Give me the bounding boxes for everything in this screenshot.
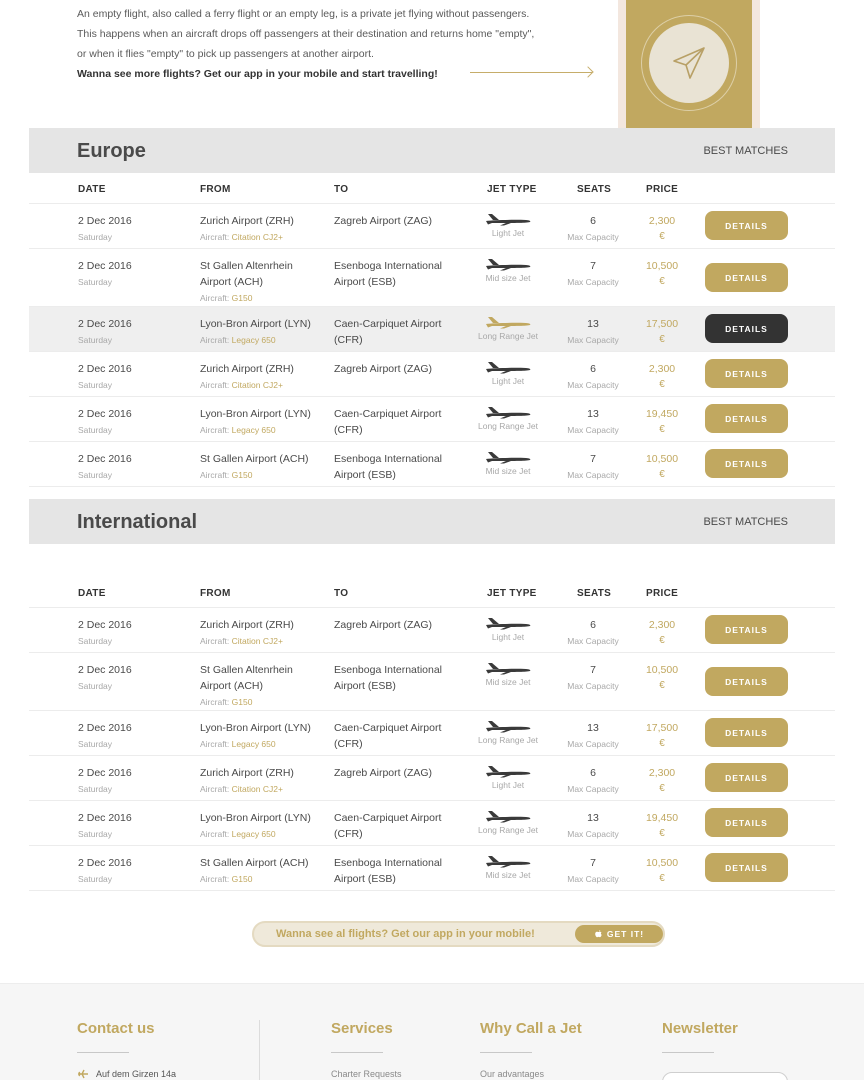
table-row[interactable] (29, 801, 835, 846)
to-airport: Zagreb Airport (ZAG) (334, 767, 433, 779)
jet-type-cell (473, 661, 543, 688)
details-button[interactable]: DETAILS (705, 449, 788, 478)
table-row[interactable] (29, 204, 835, 249)
newsletter-email-input[interactable] (662, 1072, 788, 1080)
to-cell (334, 406, 459, 438)
arrow-line (470, 72, 592, 73)
jet-type-cell (473, 719, 543, 746)
flight-day: Saturday (78, 470, 113, 480)
price-cell (634, 316, 690, 348)
to-airport: Caen-Carpiquet Airport (CFR) (334, 722, 442, 750)
column-header-from[interactable]: FROM (200, 588, 231, 599)
from-airport: Zurich Airport (ZRH) (200, 363, 294, 375)
jet-icon (484, 360, 532, 374)
flight-date: 2 Dec 2016 (78, 857, 132, 869)
date-cell (78, 316, 132, 348)
jet-icon (484, 405, 532, 419)
international-flights-table (29, 577, 835, 891)
jet-type-cell (473, 450, 543, 477)
seats-cell (558, 855, 628, 887)
jet-type-cell (473, 212, 543, 239)
from-cell (200, 213, 325, 245)
seats-sub: Max Capacity (567, 335, 619, 345)
aircraft-name[interactable]: Citation CJ2+ (231, 232, 283, 242)
to-cell (334, 765, 459, 781)
details-button[interactable]: DETAILS (705, 211, 788, 240)
flight-day: Saturday (78, 636, 113, 646)
footer-contact (77, 1020, 176, 1079)
aircraft-name[interactable]: G150 (231, 293, 253, 303)
flight-day: Saturday (78, 380, 113, 390)
divider (77, 1052, 129, 1053)
price-cell (634, 765, 690, 797)
footer-services-title: Services (331, 1020, 393, 1037)
divider (480, 1052, 532, 1053)
seats-cell (558, 258, 628, 290)
international-section-header (29, 499, 835, 544)
table-row[interactable] (29, 711, 835, 756)
to-cell (334, 810, 459, 842)
jet-type-label: Long Range Jet (477, 331, 539, 341)
flight-date: 2 Dec 2016 (78, 408, 132, 420)
apple-icon (594, 929, 603, 939)
seat-count: 6 (590, 767, 596, 779)
seats-cell (558, 213, 628, 245)
arrow-right-icon (582, 66, 593, 77)
from-cell (200, 406, 325, 438)
footer-newsletter-title: Newsletter (662, 1020, 738, 1037)
seat-count: 7 (590, 664, 596, 676)
address-text: Auf dem Girzen 14a (96, 1069, 177, 1079)
jet-icon (484, 257, 532, 271)
price-currency: € (659, 783, 665, 794)
to-airport: Caen-Carpiquet Airport (CFR) (334, 318, 442, 346)
footer-why (480, 1020, 582, 1079)
from-cell (200, 361, 325, 393)
aircraft-label: Aircraft: (200, 636, 230, 646)
details-button[interactable]: DETAILS (705, 667, 788, 696)
footer-why-title: Why Call a Jet (480, 1020, 582, 1037)
seats-sub: Max Capacity (567, 380, 619, 390)
price-currency: € (659, 680, 665, 691)
table-row[interactable] (29, 442, 835, 487)
from-cell (200, 451, 325, 483)
seats-sub: Max Capacity (567, 739, 619, 749)
from-cell (200, 855, 325, 887)
price-currency: € (659, 873, 665, 884)
flight-date: 2 Dec 2016 (78, 260, 132, 272)
table-row[interactable] (29, 653, 835, 711)
flight-day: Saturday (78, 425, 113, 435)
flight-day: Saturday (78, 784, 113, 794)
to-cell (334, 662, 459, 694)
seat-count: 6 (590, 363, 596, 375)
aircraft-label: Aircraft: (200, 293, 230, 303)
jet-icon (484, 809, 532, 823)
from-airport: Zurich Airport (ZRH) (200, 619, 294, 631)
from-airport: Zurich Airport (ZRH) (200, 215, 294, 227)
from-airport: Lyon-Bron Airport (LYN) (200, 318, 311, 330)
jet-type-label: Mid size Jet (485, 466, 531, 476)
footer-divider (259, 1020, 260, 1080)
price-value: 2,300 (648, 767, 676, 779)
aircraft-name[interactable]: G150 (231, 874, 253, 884)
from-airport: St Gallen Altenrhein Airport (ACH) (200, 260, 293, 288)
to-airport: Zagreb Airport (ZAG) (334, 215, 433, 227)
seats-cell (558, 406, 628, 438)
jet-type-label: Long Range Jet (477, 825, 539, 835)
date-cell (78, 855, 132, 887)
jet-type-cell (473, 257, 543, 284)
to-airport: Esenboga International Airport (ESB) (334, 453, 442, 481)
price-cell (634, 361, 690, 393)
price-cell (634, 258, 690, 290)
best-matches-label[interactable]: BEST MATCHES (703, 516, 788, 528)
price-value: 19,450 (645, 408, 679, 420)
seats-cell (558, 662, 628, 694)
price-value: 2,300 (648, 215, 676, 227)
details-button[interactable]: DETAILS (705, 718, 788, 747)
to-airport: Caen-Carpiquet Airport (CFR) (334, 812, 442, 840)
price-value: 19,450 (645, 812, 679, 824)
table-header (29, 173, 835, 204)
price-currency: € (659, 424, 665, 435)
seats-cell (558, 361, 628, 393)
price-cell (634, 855, 690, 887)
aircraft-label: Aircraft: (200, 739, 230, 749)
to-cell (334, 451, 459, 483)
seats-sub: Max Capacity (567, 874, 619, 884)
app-download-banner (252, 921, 665, 947)
price-value: 10,500 (645, 453, 679, 465)
from-airport: St Gallen Airport (ACH) (200, 453, 309, 465)
to-airport: Zagreb Airport (ZAG) (334, 363, 433, 375)
to-cell (334, 258, 459, 290)
seat-count: 7 (590, 260, 596, 272)
divider (331, 1052, 383, 1053)
flight-day: Saturday (78, 335, 113, 345)
price-value: 2,300 (648, 363, 676, 375)
from-cell (200, 258, 325, 306)
table-row[interactable] (29, 397, 835, 442)
column-header-date[interactable]: DATE (78, 184, 106, 195)
date-cell (78, 361, 132, 393)
from-airport: Lyon-Bron Airport (LYN) (200, 408, 311, 420)
intro-line-1: An empty flight, also called a ferry flight or an empty leg, is a private jet flying without passengers. (77, 8, 530, 20)
jet-icon (484, 661, 532, 675)
seats-cell (558, 810, 628, 842)
flight-date: 2 Dec 2016 (78, 812, 132, 824)
column-header-jet[interactable]: JET TYPE (487, 184, 537, 195)
price-currency: € (659, 334, 665, 345)
seat-count: 6 (590, 619, 596, 631)
price-cell (634, 451, 690, 483)
column-header-price[interactable]: PRICE (646, 588, 679, 599)
details-button[interactable]: DETAILS (705, 404, 788, 433)
seats-sub: Max Capacity (567, 232, 619, 242)
seat-count: 7 (590, 453, 596, 465)
seat-count: 13 (587, 812, 599, 824)
section-title: International (77, 511, 198, 533)
from-cell (200, 720, 325, 752)
aircraft-name[interactable]: Legacy 650 (231, 829, 276, 839)
seats-sub: Max Capacity (567, 277, 619, 287)
price-currency: € (659, 231, 665, 242)
price-value: 2,300 (648, 619, 676, 631)
column-header-seats[interactable]: SEATS (577, 184, 612, 195)
seat-count: 13 (587, 722, 599, 734)
section-title: Europe (77, 140, 146, 162)
jet-type-label: Mid size Jet (485, 870, 531, 880)
seat-count: 7 (590, 857, 596, 869)
jet-icon (484, 315, 532, 329)
seats-sub: Max Capacity (567, 829, 619, 839)
price-value: 10,500 (645, 260, 679, 272)
aircraft-label: Aircraft: (200, 697, 230, 707)
app-phone-mockup (618, 0, 760, 128)
table-row[interactable] (29, 756, 835, 801)
details-button[interactable]: DETAILS (705, 763, 788, 792)
from-cell (200, 662, 325, 710)
price-currency: € (659, 379, 665, 390)
from-cell (200, 617, 325, 649)
best-matches-label[interactable]: BEST MATCHES (703, 145, 788, 157)
jet-type-cell (473, 809, 543, 836)
column-header-price[interactable]: PRICE (646, 184, 679, 195)
jet-icon (484, 854, 532, 868)
seats-cell (558, 617, 628, 649)
column-header-to[interactable]: TO (334, 588, 349, 599)
column-header-jet[interactable]: JET TYPE (487, 588, 537, 599)
seats-sub: Max Capacity (567, 636, 619, 646)
jet-type-label: Long Range Jet (477, 421, 539, 431)
jet-type-label: Light Jet (491, 376, 525, 386)
jet-icon (484, 450, 532, 464)
details-button[interactable]: DETAILS (705, 359, 788, 388)
plane-icon (77, 1069, 89, 1079)
flight-day: Saturday (78, 277, 113, 287)
footer-contact-title: Contact us (77, 1020, 155, 1037)
date-cell (78, 810, 132, 842)
from-cell (200, 316, 325, 348)
to-cell (334, 316, 459, 348)
jet-type-label: Light Jet (491, 780, 525, 790)
table-row[interactable] (29, 352, 835, 397)
flight-day: Saturday (78, 232, 113, 242)
get-it-button[interactable] (575, 925, 663, 943)
aircraft-label: Aircraft: (200, 470, 230, 480)
seats-sub: Max Capacity (567, 784, 619, 794)
date-cell (78, 406, 132, 438)
to-airport: Esenboga International Airport (ESB) (334, 260, 442, 288)
to-airport: Caen-Carpiquet Airport (CFR) (334, 408, 442, 436)
jet-type-cell (473, 616, 543, 643)
to-cell (334, 213, 459, 229)
details-button[interactable]: DETAILS (705, 314, 788, 343)
seats-cell (558, 316, 628, 348)
jet-type-label: Long Range Jet (477, 735, 539, 745)
column-header-seats[interactable]: SEATS (577, 588, 612, 599)
aircraft-name[interactable]: Legacy 650 (231, 335, 276, 345)
price-cell (634, 213, 690, 245)
flight-date: 2 Dec 2016 (78, 453, 132, 465)
flight-date: 2 Dec 2016 (78, 619, 132, 631)
price-value: 17,500 (645, 318, 679, 330)
from-cell (200, 765, 325, 797)
aircraft-label: Aircraft: (200, 380, 230, 390)
paper-plane-icon (668, 42, 710, 84)
jet-type-label: Mid size Jet (485, 677, 531, 687)
price-cell (634, 406, 690, 438)
date-cell (78, 765, 132, 797)
seats-cell (558, 765, 628, 797)
our-advantages-link[interactable]: Our advantages (480, 1069, 545, 1079)
price-cell (634, 617, 690, 649)
date-cell (78, 617, 132, 649)
date-cell (78, 662, 132, 694)
jet-type-label: Mid size Jet (485, 273, 531, 283)
details-button[interactable]: DETAILS (705, 615, 788, 644)
flight-day: Saturday (78, 874, 113, 884)
details-button[interactable]: DETAILS (705, 808, 788, 837)
flight-day: Saturday (78, 829, 113, 839)
table-row[interactable] (29, 307, 835, 352)
to-cell (334, 617, 459, 633)
flight-day: Saturday (78, 739, 113, 749)
date-cell (78, 258, 132, 290)
seats-sub: Max Capacity (567, 681, 619, 691)
table-row[interactable] (29, 249, 835, 307)
jet-type-cell (473, 405, 543, 432)
aircraft-name[interactable]: Legacy 650 (231, 739, 276, 749)
price-cell (634, 662, 690, 694)
column-header-to[interactable]: TO (334, 184, 349, 195)
from-airport: St Gallen Airport (ACH) (200, 857, 309, 869)
seats-cell (558, 720, 628, 752)
divider (662, 1052, 714, 1053)
aircraft-label: Aircraft: (200, 425, 230, 435)
from-airport: Zurich Airport (ZRH) (200, 767, 294, 779)
price-currency: € (659, 738, 665, 749)
charter-requests-link[interactable]: Charter Requests (331, 1069, 402, 1079)
jet-icon (484, 764, 532, 778)
aircraft-name[interactable]: G150 (231, 697, 253, 707)
table-header (29, 577, 835, 608)
seat-count: 13 (587, 408, 599, 420)
aircraft-label: Aircraft: (200, 874, 230, 884)
column-header-from[interactable]: FROM (200, 184, 231, 195)
intro-line-2: This happens when an aircraft drops off passengers at their destination and returns home "empty", (77, 28, 535, 40)
seat-count: 13 (587, 318, 599, 330)
footer-services (331, 1020, 402, 1079)
to-cell (334, 720, 459, 752)
jet-icon (484, 212, 532, 226)
jet-type-cell (473, 360, 543, 387)
price-cell (634, 720, 690, 752)
date-cell (78, 451, 132, 483)
jet-type-label: Light Jet (491, 228, 525, 238)
price-value: 10,500 (645, 664, 679, 676)
footer (0, 983, 864, 1080)
to-cell (334, 361, 459, 377)
price-currency: € (659, 828, 665, 839)
flight-date: 2 Dec 2016 (78, 767, 132, 779)
date-cell (78, 720, 132, 752)
jet-icon (484, 616, 532, 630)
flight-date: 2 Dec 2016 (78, 363, 132, 375)
aircraft-name[interactable]: G150 (231, 470, 253, 480)
jet-type-label: Light Jet (491, 632, 525, 642)
aircraft-label: Aircraft: (200, 829, 230, 839)
flight-date: 2 Dec 2016 (78, 215, 132, 227)
from-cell (200, 810, 325, 842)
get-it-label: GET IT! (606, 929, 645, 939)
footer-newsletter (662, 1020, 738, 1053)
column-header-date[interactable]: DATE (78, 588, 106, 599)
seat-count: 6 (590, 215, 596, 227)
from-airport: St Gallen Altenrhein Airport (ACH) (200, 664, 293, 692)
flight-date: 2 Dec 2016 (78, 664, 132, 676)
europe-section-header (29, 128, 835, 173)
aircraft-name[interactable]: Legacy 650 (231, 425, 276, 435)
date-cell (78, 213, 132, 245)
app-banner-text: Wanna see al flights? Get our app in your mobile! (276, 928, 535, 940)
seats-sub: Max Capacity (567, 425, 619, 435)
price-currency: € (659, 469, 665, 480)
footer-address (77, 1069, 176, 1079)
price-cell (634, 810, 690, 842)
flight-day: Saturday (78, 681, 113, 691)
to-airport: Esenboga International Airport (ESB) (334, 664, 442, 692)
aircraft-label: Aircraft: (200, 232, 230, 242)
price-currency: € (659, 276, 665, 287)
table-row[interactable] (29, 846, 835, 891)
aircraft-name[interactable]: Citation CJ2+ (231, 636, 283, 646)
intro-line-3: or when it flies "empty" to pick up passengers at another airport. (77, 48, 374, 60)
intro-cta: Wanna see more flights? Get our app in your mobile and start travelling! (77, 68, 438, 80)
europe-flights-table (29, 173, 835, 487)
aircraft-name[interactable]: Citation CJ2+ (231, 784, 283, 794)
table-row[interactable] (29, 608, 835, 653)
to-airport: Esenboga International Airport (ESB) (334, 857, 442, 885)
from-airport: Lyon-Bron Airport (LYN) (200, 812, 311, 824)
aircraft-name[interactable]: Citation CJ2+ (231, 380, 283, 390)
details-button[interactable]: DETAILS (705, 263, 788, 292)
aircraft-label: Aircraft: (200, 784, 230, 794)
flight-date: 2 Dec 2016 (78, 722, 132, 734)
from-airport: Lyon-Bron Airport (LYN) (200, 722, 311, 734)
price-value: 17,500 (645, 722, 679, 734)
price-value: 10,500 (645, 857, 679, 869)
to-airport: Zagreb Airport (ZAG) (334, 619, 433, 631)
seats-cell (558, 451, 628, 483)
jet-type-cell (473, 854, 543, 881)
aircraft-label: Aircraft: (200, 335, 230, 345)
jet-type-cell (473, 315, 543, 342)
flight-date: 2 Dec 2016 (78, 318, 132, 330)
seats-sub: Max Capacity (567, 470, 619, 480)
price-currency: € (659, 635, 665, 646)
jet-type-cell (473, 764, 543, 791)
details-button[interactable]: DETAILS (705, 853, 788, 882)
to-cell (334, 855, 459, 887)
jet-icon (484, 719, 532, 733)
